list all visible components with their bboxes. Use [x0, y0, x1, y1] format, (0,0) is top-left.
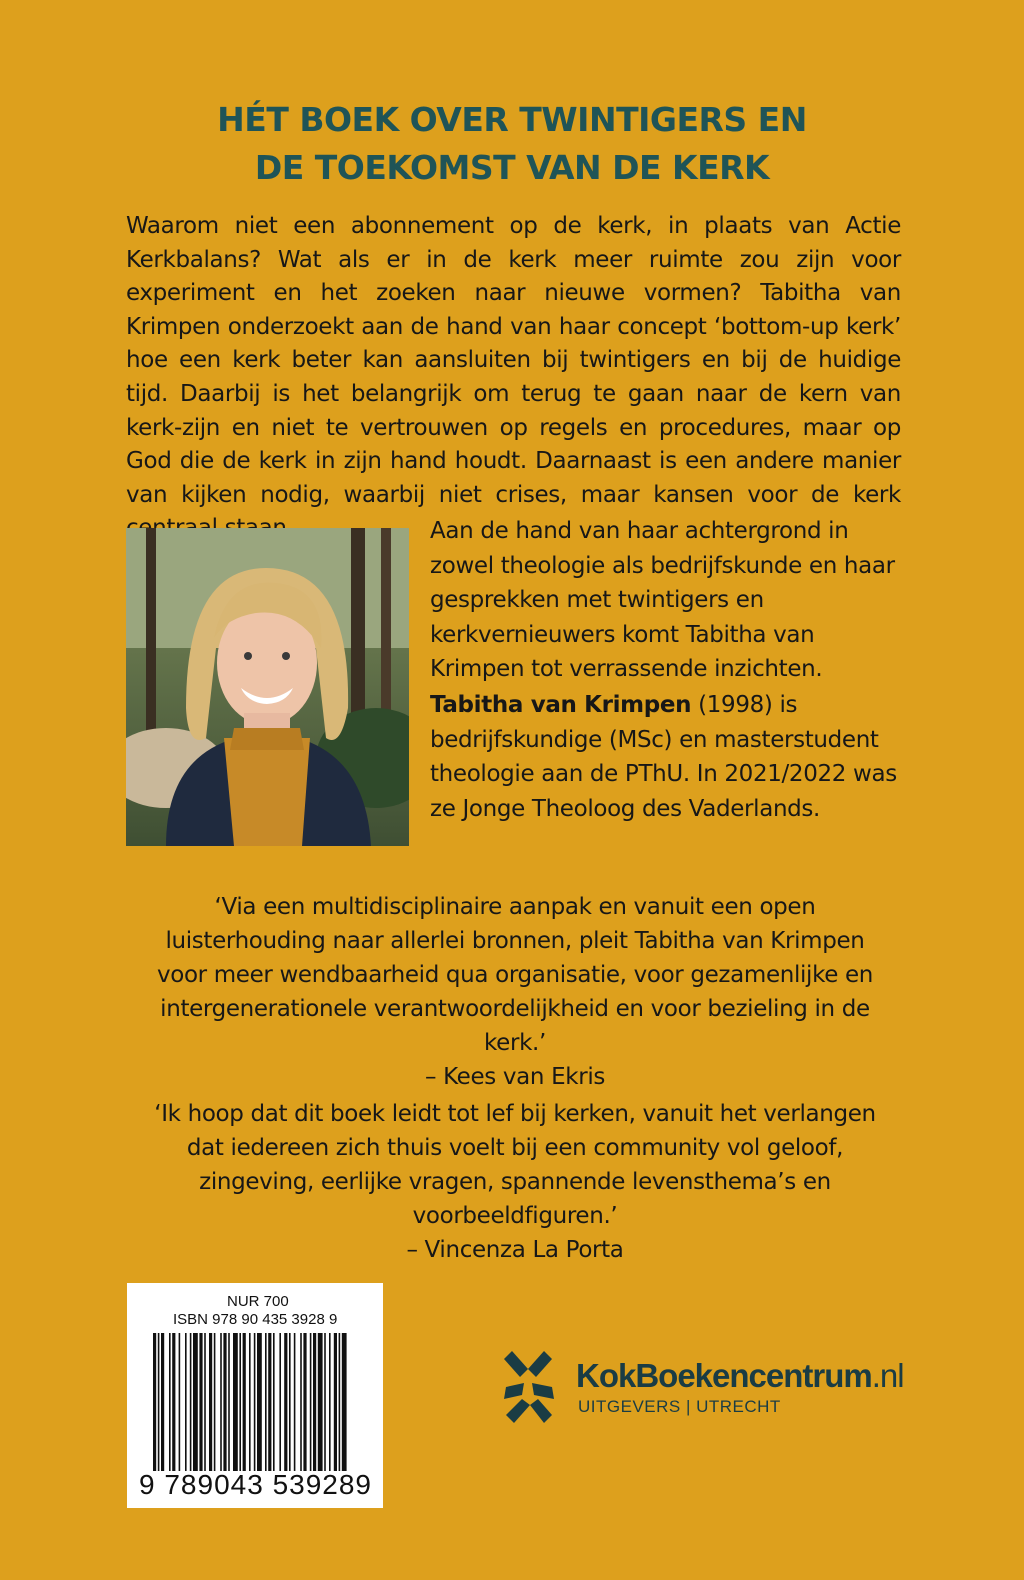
- intro-paragraph: Waarom niet een abonnement op de kerk, in plaats van Actie Kerkbalans? Wat als er in de kerk meer ruimte zou zijn voor experiment en het zoeken naar nieuwe vormen? Tabitha van Krimpen onderzoekt aan de hand van haar concept ‘bottom-up kerk’ hoe een kerk beter kan aansluiten bij twintigers en bij de huidige tijd. Daarbij is het belangrijk om terug te gaan naar de kern van kerk-zijn en niet te vertrouwen op regels en procedures, maar op God die de kerk in zijn hand houdt. Daarnaast is een andere manier van kijken nodig, waarbij niet crises, maar kansen voor de kerk: [126, 213, 901, 508]
- heading-line-1: HÉT BOEK OVER TWINTIGERS EN: [217, 100, 807, 139]
- endorsement-quote-1: [150, 890, 880, 1094]
- barcode-bars: [153, 1333, 369, 1471]
- barcode-block: [127, 1283, 383, 1508]
- publisher-name-main: KokBoekencentrum: [576, 1357, 872, 1394]
- nur-code: NUR 700: [227, 1293, 289, 1310]
- author-photo: [126, 528, 409, 846]
- barcode-digits: 9 789043 539289: [139, 1469, 372, 1500]
- author-bio-text: (1998) is bedrijfskundige (MSc) en masterstudent theologie aan de PThU. In 2021/2022 was ze Jonge Theoloog des Vaderlands.: [430, 692, 897, 822]
- quote-text: ‘Ik hoop dat dit boek leidt tot lef bij kerken, vanuit het verlangen dat iedereen zich thuis voelt bij een community vol geloof, zingeving, eerlijke vragen, spannende levensthema’s en voorbeeldfiguren.’: [154, 1101, 876, 1229]
- publisher-name-suffix: .nl: [871, 1357, 904, 1394]
- quote-text: ‘Via een multidisciplinaire aanpak en vanuit een open luisterhouding naar allerlei bronnen, pleit Tabitha van Krimpen voor meer wendbaarheid qua organisatie, voor gezamenlijke en intergenerationele verantwoordelijkheid en voor bezieling in de kerk.’: [156, 894, 874, 1056]
- publisher-mark-icon: [500, 1347, 556, 1427]
- quote-attribution: – Vincenza La Porta: [406, 1237, 624, 1263]
- publisher-logo: [500, 1347, 910, 1427]
- author-name: Tabitha van Krimpen: [430, 692, 692, 718]
- background-paragraph: Aan de hand van haar achtergrond in zowel theologie als bedrijfskunde en haar gesprekken met twintigers en kerkvernieuwers komt Tabitha van Krimpen tot verrassende inzichten.: [430, 518, 895, 682]
- author-bio: [430, 688, 900, 826]
- publisher-subtitle: UITGEVERS | UTRECHT: [578, 1397, 781, 1416]
- author-portrait-illustration: [126, 528, 409, 846]
- isbn-number: ISBN 978 90 435 3928 9: [173, 1311, 338, 1328]
- endorsement-quote-2: [150, 1097, 880, 1267]
- heading-line-2: DE TOEKOMST VAN DE KERK: [254, 148, 770, 187]
- publisher-name: [576, 1357, 904, 1395]
- cover-heading: [90, 96, 934, 192]
- quote-attribution: – Kees van Ekris: [424, 1064, 606, 1090]
